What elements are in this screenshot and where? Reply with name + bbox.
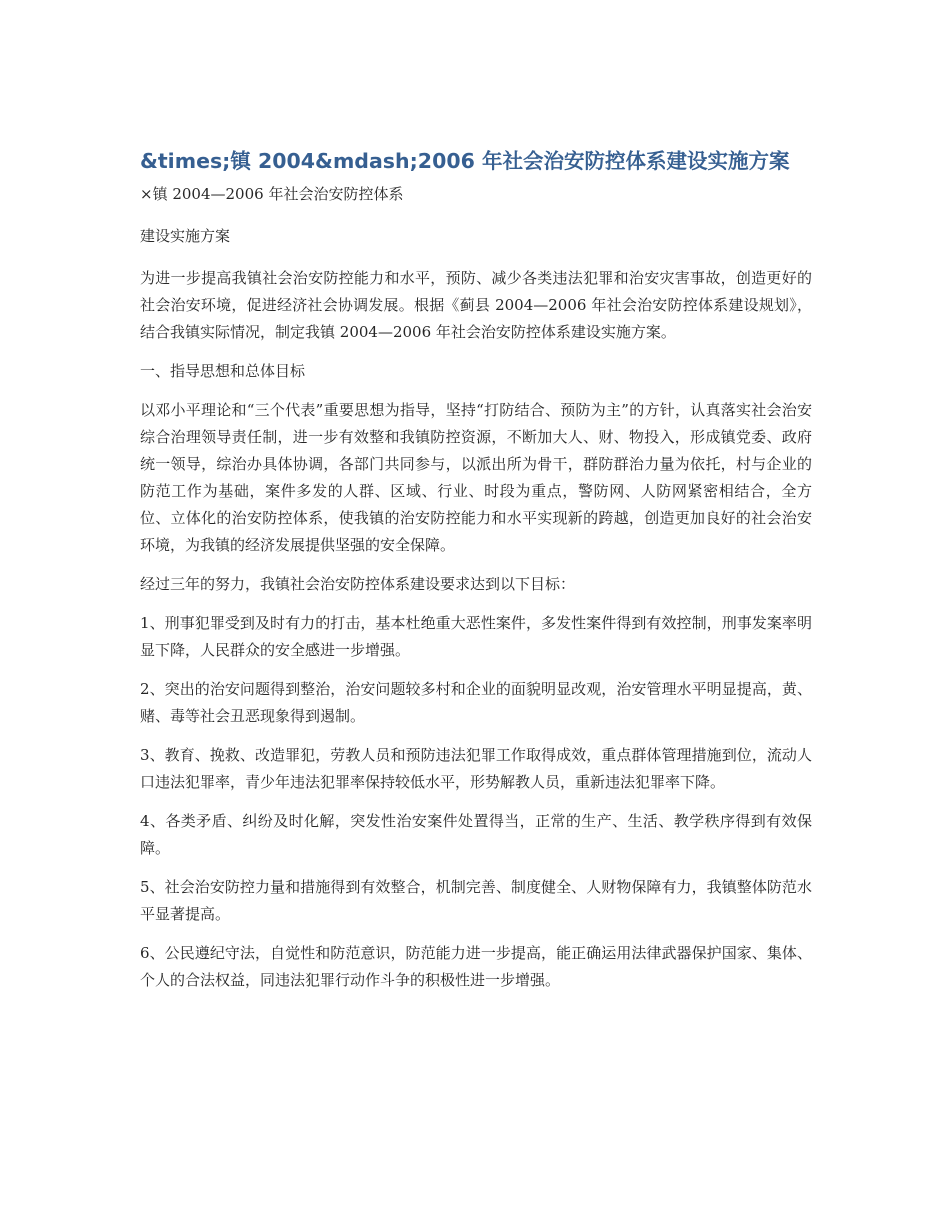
document-title: &times;镇 2004&mdash;2006 年社会治安防控体系建设实施方案 [140,149,790,173]
section-heading: 一、指导思想和总体目标 [140,362,306,380]
goal-item-6: 6、公民遵纪守法，自觉性和防范意识，防范能力进一步提高，能正确运用法律武器保护国家、集体、个人的合法权益，同违法犯罪行动作斗争的积极性进一步增强。 [140,944,812,989]
goal-item-5: 5、社会治安防控力量和措施得到有效整合，机制完善、制度健全、人财物保障有力，我镇整体防范水平显著提高。 [140,878,812,923]
guiding-paragraph: 以邓小平理论和“三个代表”重要思想为指导，坚持“打防结合、预防为主”的方针，认真落实社会治安综合治理领导责任制，进一步有效整和我镇防控资源，不断加大人、财、物投入，形成镇党委、政府统一领导，综治办具体协调，各部门共同参与，以派出所为骨干，群防群治力量为依托，村与企业的防范工作为基础，案件多发的人群、区域、行业、时段为重点，警防网、人防网紧密相结合，全方位、立体化的治安防控体系，使我镇的治安防控能力和水平实现新的跨越，创造更加良好的社会治安环境，为我镇的经济发展提供坚强的安全保障。 [140,401,812,554]
goal-item-1: 1、刑事犯罪受到及时有力的打击，基本杜绝重大恶性案件，多发性案件得到有效控制，刑事发案率明显下降，人民群众的安全感进一步增强。 [140,614,812,659]
intro-paragraph: 为进一步提高我镇社会治安防控能力和水平，预防、减少各类违法犯罪和治安灾害事故，创造更好的社会治安环境，促进经济社会协调发展。根据《蓟县 2004—2006 年社会治安防控体系建设规划》，结合我镇实际情况，制定我镇 2004—2006 年社会治安防控体系建设实施方案。 [140,269,812,341]
goal-item-2: 2、突出的治安问题得到整治，治安问题较多村和企业的面貌明显改观，治安管理水平明显提高，黄、赌、毒等社会丑恶现象得到遏制。 [140,680,812,725]
goal-item-3: 3、教育、挽救、改造罪犯，劳教人员和预防违法犯罪工作取得成效，重点群体管理措施到位，流动人口违法犯罪率，青少年违法犯罪率保持较低水平，形势解教人员，重新违法犯罪率下降。 [140,746,812,791]
goal-item-4: 4、各类矛盾、纠纷及时化解，突发性治安案件处置得当，正常的生产、生活、教学秩序得到有效保障。 [140,812,812,857]
subtitle-line-1: ×镇 2004—2006 年社会治安防控体系 [140,185,404,203]
document-page [140,146,812,1006]
goals-intro-paragraph: 经过三年的努力，我镇社会治安防控体系建设要求达到以下目标： [140,575,576,593]
subtitle-line-2: 建设实施方案 [140,227,231,245]
